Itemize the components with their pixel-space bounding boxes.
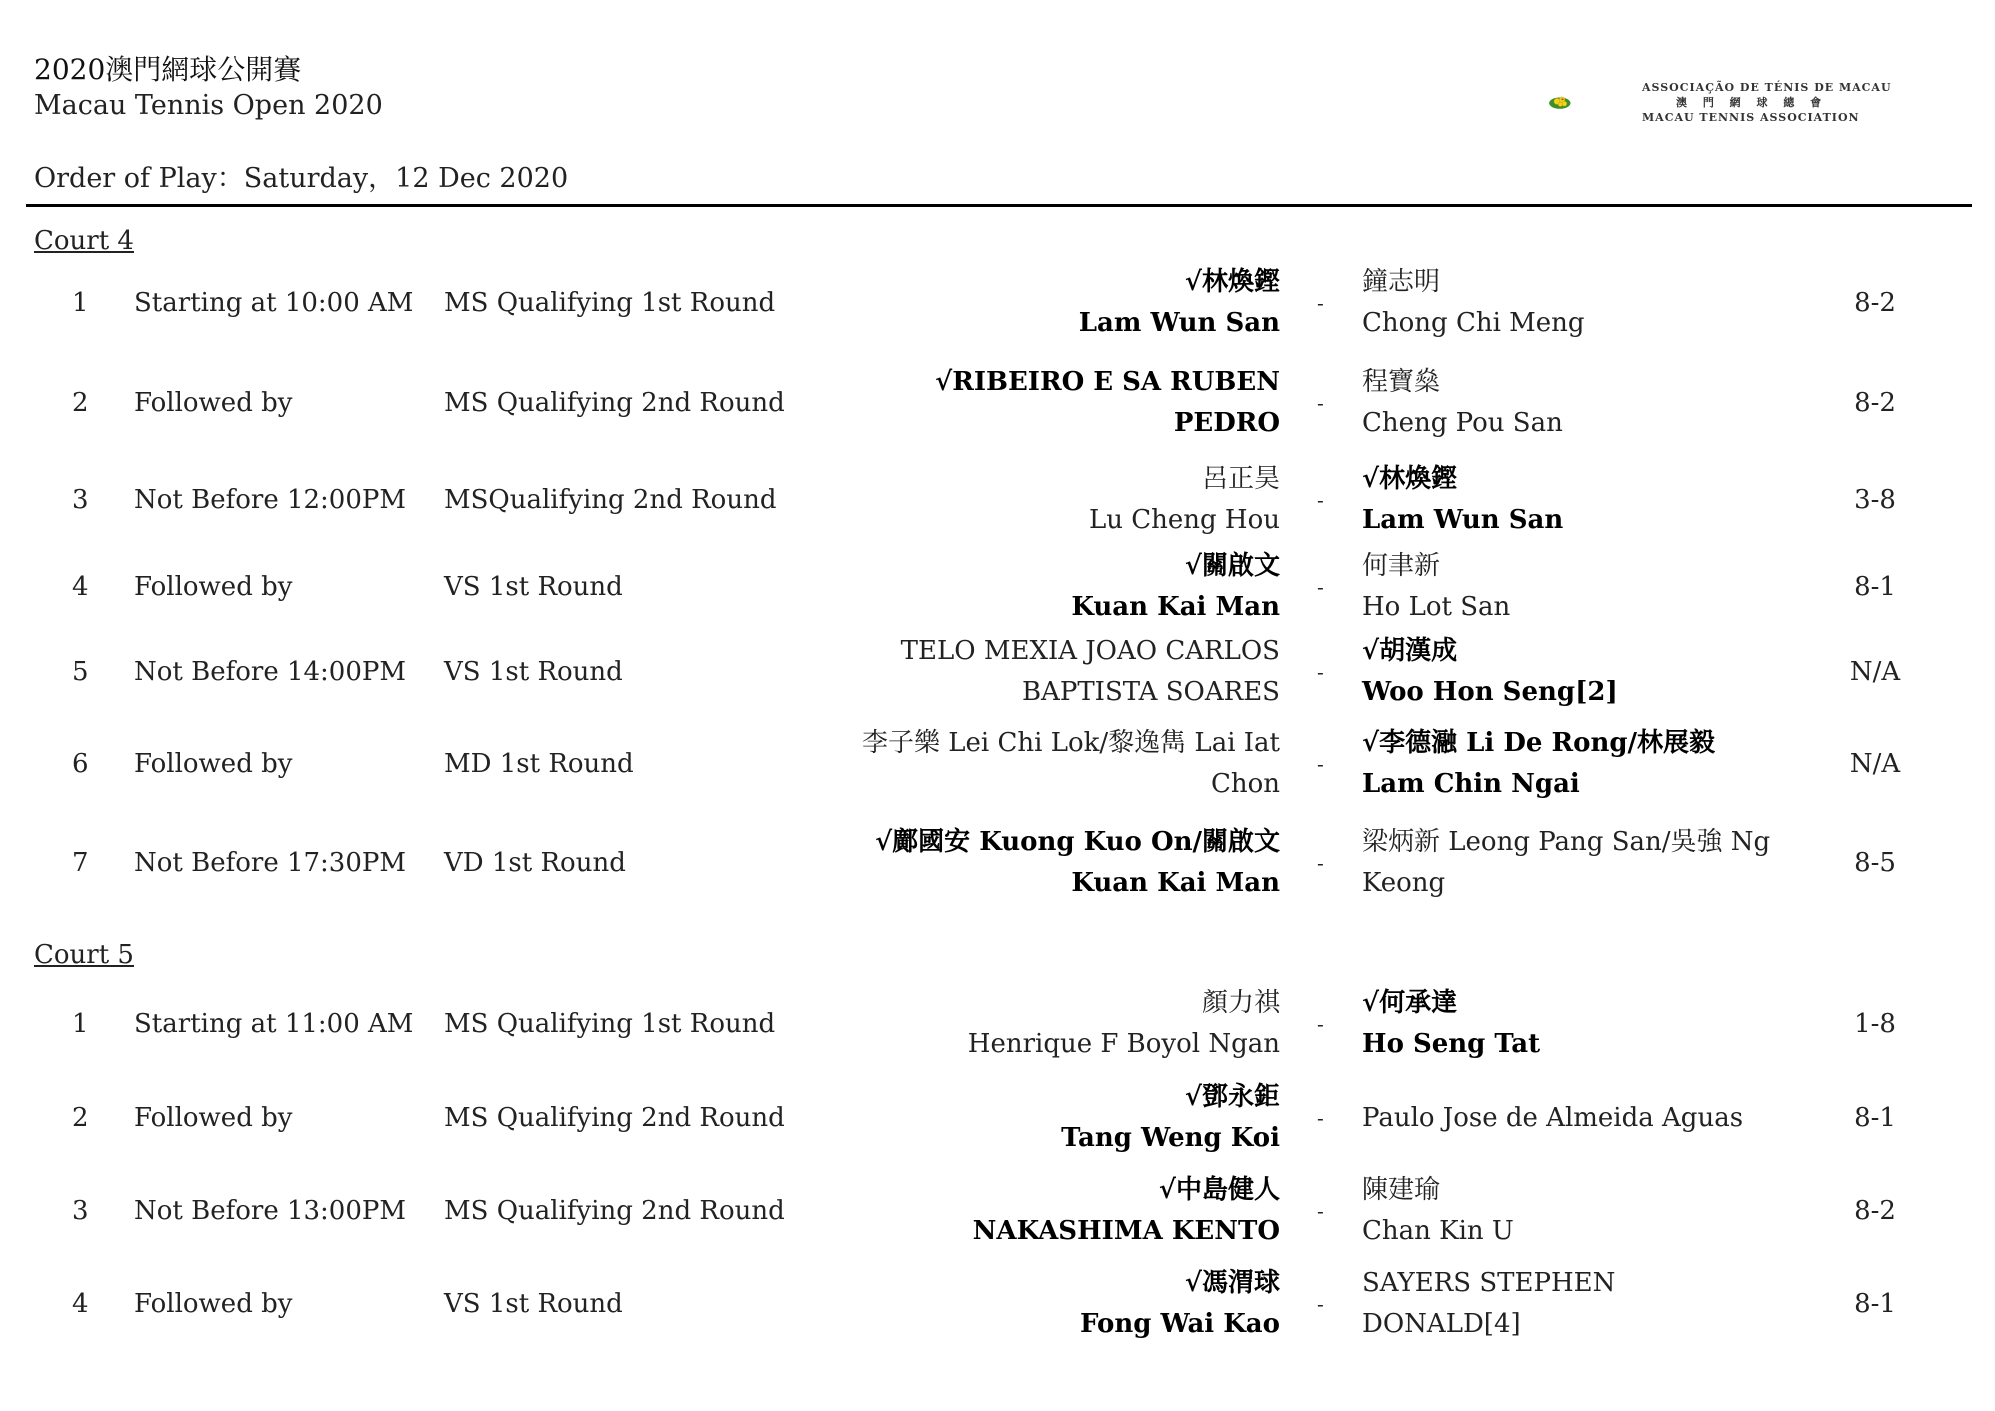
match-time: Followed by [134, 572, 293, 602]
player-name-line: √鄺國安 Kuong Kuo On/關啟文 [875, 827, 1280, 857]
player-name-line: 梁炳新 Leong Pang San/吳強 Ng [1362, 827, 1771, 857]
player-one [820, 822, 1280, 904]
match-time: Followed by [134, 749, 293, 779]
player-two-names [1362, 1098, 1743, 1139]
player-name-line: √鄧永鉅 [1184, 1082, 1280, 1112]
match-number: 1 [72, 1009, 89, 1039]
match-score: N/A [1849, 749, 1901, 779]
player-two [1362, 546, 1782, 628]
match-round: MS Qualifying 2nd Round [444, 388, 785, 418]
match-score: 8-1 [1854, 1103, 1896, 1133]
player-name-line: Lam Wun San [1078, 308, 1280, 338]
player-two [1362, 983, 1782, 1065]
player-name-line: √關啟文 [1184, 551, 1280, 581]
match-score: 8-5 [1854, 848, 1896, 878]
match-round: MSQualifying 2nd Round [444, 485, 777, 515]
match-row [0, 1077, 1995, 1159]
match-round: MS Qualifying 2nd Round [444, 1196, 785, 1226]
match-row [0, 723, 1995, 805]
match-number: 2 [72, 1103, 89, 1133]
match-row [0, 362, 1995, 444]
player-one-names [1071, 546, 1280, 628]
match-row [0, 262, 1995, 344]
player-two [1362, 822, 1782, 904]
player-two [1362, 362, 1782, 444]
player-name-line: 李子樂 Lei Chi Lok/黎逸雋 Lai Iat [862, 728, 1280, 758]
player-two [1362, 262, 1782, 344]
player-name-line: Henrique F Boyol Ngan [967, 1029, 1280, 1059]
player-name-line: √中島健人 [1158, 1175, 1280, 1205]
versus-dash: - [1317, 575, 1324, 599]
match-round: MD 1st Round [444, 749, 634, 779]
player-name-line: Paulo Jose de Almeida Aguas [1362, 1102, 1744, 1133]
player-name-line: Ho Lot San [1362, 592, 1511, 622]
player-name-line: Woo Hon Seng[2] [1362, 677, 1618, 707]
player-one-names [968, 983, 1280, 1065]
player-one [820, 1170, 1280, 1252]
player-name-line: Keong [1362, 868, 1446, 898]
player-name-line: TELO MEXIA JOAO CARLOS [900, 636, 1280, 666]
match-score: N/A [1849, 657, 1901, 687]
player-one-names [1089, 459, 1280, 541]
match-number: 3 [72, 1196, 89, 1226]
player-two [1362, 631, 1782, 713]
court-heading: Court 5 [34, 940, 134, 970]
player-one-names [1080, 1263, 1280, 1345]
player-name-line: 鐘志明 [1362, 267, 1441, 297]
match-number: 3 [72, 485, 89, 515]
player-name-line: Cheng Pou San [1362, 408, 1563, 438]
player-name-line: Kuan Kai Man [1071, 592, 1280, 622]
player-one [820, 1077, 1280, 1159]
player-one-names [1079, 262, 1280, 344]
versus-dash: - [1317, 752, 1324, 776]
match-time: Followed by [134, 1289, 293, 1319]
player-two-names [1362, 1170, 1514, 1252]
order-of-play-date: Order of Play：Saturday，12 Dec 2020 [34, 163, 569, 194]
match-time: Not Before 14:00PM [134, 657, 407, 687]
match-row [0, 983, 1995, 1065]
versus-dash: - [1317, 1106, 1324, 1130]
versus-dash: - [1317, 660, 1324, 684]
match-number: 6 [72, 749, 89, 779]
versus-dash: - [1317, 1012, 1324, 1036]
match-row [0, 459, 1995, 541]
player-one [820, 1263, 1280, 1345]
association-name-cn: 澳 門 網 球 總 會 [1676, 96, 1828, 109]
versus-dash: - [1317, 391, 1324, 415]
player-one-names [901, 631, 1280, 713]
player-one [820, 262, 1280, 344]
player-name-line: Chan Kin U [1362, 1216, 1514, 1246]
match-time: Followed by [134, 388, 293, 418]
player-two [1362, 1077, 1782, 1159]
player-name-line: 陳建瑜 [1362, 1175, 1441, 1205]
match-round: MS Qualifying 1st Round [444, 1009, 776, 1039]
player-two-names [1362, 822, 1770, 904]
player-name-line: √何承達 [1362, 988, 1458, 1018]
player-name-line: 何聿新 [1362, 551, 1441, 581]
player-two [1362, 459, 1782, 541]
match-round: VS 1st Round [444, 657, 623, 687]
player-two [1362, 723, 1782, 805]
page-title-english: Macau Tennis Open 2020 [34, 90, 383, 121]
player-one [820, 983, 1280, 1065]
player-one-names [973, 1170, 1280, 1252]
match-number: 7 [72, 848, 89, 878]
versus-dash: - [1317, 488, 1324, 512]
match-time: Followed by [134, 1103, 293, 1133]
player-name-line: √胡漢成 [1362, 636, 1458, 666]
player-name-line: Lam Wun San [1362, 505, 1564, 535]
player-name-line: BAPTISTA SOARES [1021, 677, 1280, 707]
player-two-names [1362, 459, 1563, 541]
match-time: Not Before 17:30PM [134, 848, 407, 878]
player-name-line: Kuan Kai Man [1071, 868, 1280, 898]
match-round: MS Qualifying 2nd Round [444, 1103, 785, 1133]
association-name-pt: ASSOCIAÇÃO DE TÉNIS DE MACAU [1642, 81, 1892, 94]
player-two-names [1362, 362, 1563, 444]
player-name-line: Chon [1210, 769, 1280, 799]
player-two [1362, 1263, 1782, 1345]
player-name-line: √林煥鏗 [1362, 464, 1458, 494]
match-score: 8-2 [1854, 1196, 1896, 1226]
player-name-line: 顏力祺 [1201, 988, 1280, 1018]
match-time: Not Before 12:00PM [134, 485, 407, 515]
versus-dash: - [1317, 291, 1324, 315]
player-one [820, 546, 1280, 628]
player-name-line: Lu Cheng Hou [1088, 505, 1280, 535]
player-name-line: √李德瀜 Li De Rong/林展毅 [1362, 728, 1716, 758]
match-score: 8-2 [1854, 288, 1896, 318]
match-round: VS 1st Round [444, 1289, 623, 1319]
match-round: VD 1st Round [444, 848, 626, 878]
player-name-line: NAKASHIMA KENTO [972, 1216, 1280, 1246]
player-one-names [935, 362, 1280, 444]
match-score: 8-1 [1854, 572, 1896, 602]
match-score: 8-1 [1854, 1289, 1896, 1319]
versus-dash: - [1317, 1292, 1324, 1316]
player-two [1362, 1170, 1782, 1252]
match-score: 3-8 [1854, 485, 1896, 515]
player-one [820, 459, 1280, 541]
player-name-line: √林煥鏗 [1184, 267, 1280, 297]
match-round: MS Qualifying 1st Round [444, 288, 776, 318]
player-one-names [1061, 1077, 1280, 1159]
match-number: 2 [72, 388, 89, 418]
player-name-line: Ho Seng Tat [1362, 1029, 1541, 1059]
player-name-line: PEDRO [1173, 408, 1280, 438]
match-row [0, 822, 1995, 904]
match-score: 8-2 [1854, 388, 1896, 418]
match-time: Starting at 11:00 AM [134, 1009, 414, 1039]
player-one [820, 631, 1280, 713]
player-one-names [875, 822, 1280, 904]
match-time: Not Before 13:00PM [134, 1196, 407, 1226]
match-row [0, 631, 1995, 713]
player-name-line: Fong Wai Kao [1079, 1309, 1280, 1339]
match-row [0, 546, 1995, 628]
player-name-line: 程寶燊 [1362, 367, 1441, 397]
player-one [820, 362, 1280, 444]
tennis-association-logo-icon [1548, 76, 1638, 128]
player-name-line: Chong Chi Meng [1362, 308, 1585, 338]
match-number: 1 [72, 288, 89, 318]
player-name-line: √馮渭球 [1184, 1268, 1280, 1298]
player-name-line: 呂正昊 [1201, 464, 1280, 494]
match-number: 5 [72, 657, 89, 687]
versus-dash: - [1317, 851, 1324, 875]
match-row [0, 1263, 1995, 1345]
association-name [1642, 80, 1892, 125]
player-name-line: √RIBEIRO E SA RUBEN [935, 367, 1280, 397]
match-score: 1-8 [1854, 1009, 1896, 1039]
player-two-names [1362, 723, 1715, 805]
versus-dash: - [1317, 1199, 1324, 1223]
match-number: 4 [72, 572, 89, 602]
player-two-names [1362, 262, 1585, 344]
player-two-names [1362, 546, 1510, 628]
player-one [820, 723, 1280, 805]
player-name-line: Tang Weng Koi [1061, 1123, 1280, 1153]
match-time: Starting at 10:00 AM [134, 288, 414, 318]
player-name-line: Lam Chin Ngai [1362, 769, 1580, 799]
player-one-names [862, 723, 1280, 805]
match-round: VS 1st Round [444, 572, 623, 602]
court-heading: Court 4 [34, 226, 134, 256]
player-two-names [1362, 983, 1540, 1065]
page-title-chinese: 2020澳門網球公開賽 [34, 53, 302, 86]
player-name-line: SAYERS STEPHEN DONALD[4] [1362, 1268, 1616, 1339]
match-number: 4 [72, 1289, 89, 1319]
association-name-en: MACAU TENNIS ASSOCIATION [1642, 111, 1860, 124]
match-row [0, 1170, 1995, 1252]
player-two-names [1362, 631, 1618, 713]
player-two-names [1362, 1263, 1782, 1345]
header-divider [26, 204, 1972, 207]
